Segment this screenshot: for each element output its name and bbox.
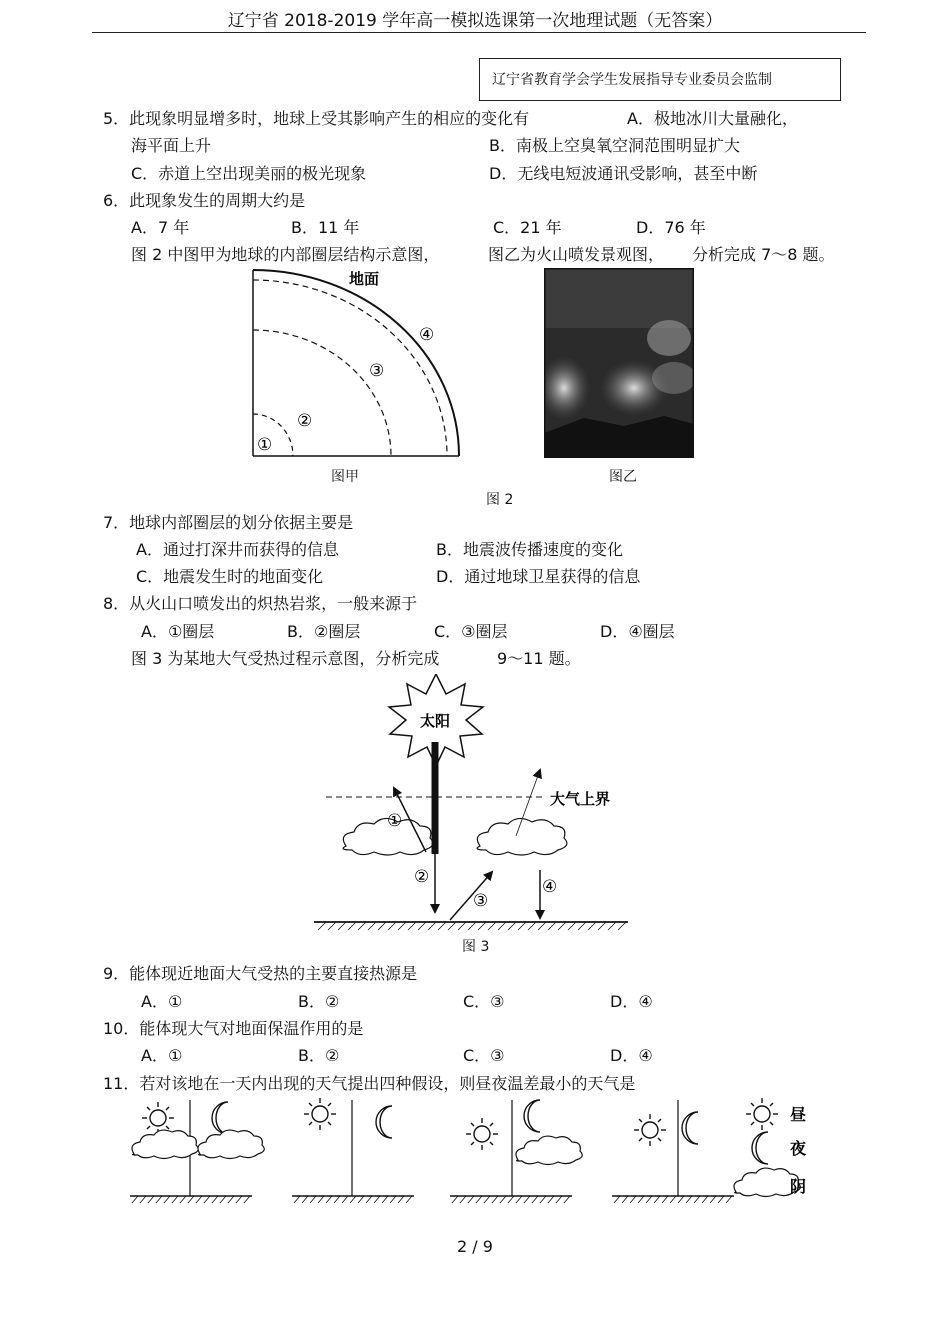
q11-stem: 11．若对该地在一天内出现的天气提出四种假设，则昼夜温差最小的天气是	[103, 1074, 636, 1093]
q9-option-c: C．③	[463, 992, 505, 1011]
supervise-text: 辽宁省教育学会学生发展指导专业委员会监制	[492, 72, 772, 88]
layer-4-label: ④	[419, 325, 435, 345]
layer-3-label: ③	[369, 361, 385, 381]
layer-2-label: ②	[297, 411, 313, 431]
weather-option-4	[612, 1100, 734, 1203]
q8-stem: 8．从火山口喷发出的炽热岩浆，一般来源于	[103, 594, 418, 613]
sun-icon	[466, 1118, 498, 1150]
q7-option-d: D．通过地球卫星获得的信息	[436, 567, 641, 586]
arrow-3-label: ③	[473, 891, 489, 911]
ground-label: 地面	[349, 270, 380, 288]
q10-option-b: B．②	[298, 1046, 340, 1065]
q7-option-a: A．通过打深井而获得的信息	[136, 540, 339, 559]
fig2-caption-yi: 图乙	[609, 469, 637, 485]
fig2-caption: 图 2	[486, 492, 514, 508]
q10-stem: 10．能体现大气对地面保温作用的是	[103, 1019, 364, 1038]
moon-icon	[524, 1100, 540, 1132]
q6-option-b: B．11 年	[291, 218, 360, 237]
q5-stem: 5．此现象明显增多时，地球上受其影响产生的相应的变化有	[103, 109, 530, 128]
weather-option-1	[130, 1100, 264, 1203]
q10-option-a: A．①	[141, 1046, 183, 1065]
q7-option-c: C．地震发生时的地面变化	[136, 567, 324, 586]
sun-label: 太阳	[420, 712, 451, 730]
moon-icon	[682, 1112, 698, 1144]
q10-option-c: C．③	[463, 1046, 505, 1065]
q5-option-b: B．南极上空臭氧空洞范围明显扩大	[489, 136, 740, 155]
volcano-photo	[544, 268, 694, 458]
q6-stem: 6．此现象发生的周期大约是	[103, 191, 306, 210]
legend-cloudy-label: 阴	[790, 1177, 807, 1196]
fig2-caption-jia: 图甲	[331, 469, 359, 485]
q5-option-d: D．无线电短波通讯受影响，甚至中断	[489, 164, 758, 183]
legend-moon-icon	[752, 1132, 768, 1164]
fig3-caption: 图 3	[462, 939, 490, 955]
moon-icon	[212, 1102, 228, 1134]
q7-option-b: B．地震波传播速度的变化	[436, 540, 623, 559]
fig2-intro-2: 图乙为火山喷发景观图，	[488, 245, 665, 264]
cloud-icon	[198, 1130, 264, 1158]
q9-stem: 9．能体现近地面大气受热的主要直接热源是	[103, 964, 418, 983]
q6-option-c: C．21 年	[493, 218, 562, 237]
moon-icon	[376, 1106, 392, 1138]
q8-option-d: D．④圈层	[600, 622, 675, 641]
atmosphere-top-label: 大气上界	[550, 790, 611, 808]
weather-option-2	[292, 1098, 414, 1203]
q7-stem: 7．地球内部圈层的划分依据主要是	[103, 513, 354, 532]
q8-option-b: B．②圈层	[287, 622, 361, 641]
legend-day-label: 昼	[790, 1105, 807, 1124]
arrow-1-label: ①	[387, 811, 403, 831]
arrow-2-label: ②	[414, 867, 430, 887]
legend-night-label: 夜	[790, 1139, 807, 1158]
fig3-intro-1: 图 3 为某地大气受热过程示意图，分析完成	[131, 649, 440, 668]
fig3-intro-2: 9～11 题。	[497, 649, 581, 668]
earth-interior-diagram	[245, 266, 475, 462]
weather-option-3	[450, 1100, 582, 1203]
q6-option-a: A．7 年	[131, 218, 190, 237]
supervise-box	[479, 58, 841, 101]
q5-option-c: C．赤道上空出现美丽的极光现象	[131, 164, 367, 183]
cloud-icon	[132, 1130, 198, 1158]
sun-icon	[142, 1102, 174, 1134]
header-rule	[92, 32, 866, 33]
weather-legend	[734, 1098, 807, 1197]
q10-option-d: D．④	[610, 1046, 653, 1065]
page-number: 2 / 9	[457, 1237, 493, 1256]
atmosphere-heating-diagram	[308, 674, 638, 932]
layer-1-label: ①	[257, 435, 273, 455]
cloud-icon	[516, 1136, 582, 1164]
cloud-right-icon	[477, 818, 567, 855]
page-header-title: 辽宁省 2018-2019 学年高一模拟选课第一次地理试题（无答案）	[227, 11, 723, 31]
fig2-intro-3: 分析完成 7～8 题。	[692, 245, 835, 264]
q6-option-d: D．76 年	[636, 218, 706, 237]
legend-sun-icon	[746, 1098, 778, 1130]
q5-option-a: A．极地冰川大量融化，	[627, 109, 798, 128]
q5-option-a-cont: 海平面上升	[131, 136, 212, 155]
weather-options	[120, 1096, 940, 1206]
fig2-intro-1: 图 2 中图甲为地球的内部圈层结构示意图，	[131, 245, 440, 264]
q9-option-d: D．④	[610, 992, 653, 1011]
q9-option-a: A．①	[141, 992, 183, 1011]
sun-icon	[304, 1098, 336, 1130]
q8-option-a: A．①圈层	[141, 622, 215, 641]
q9-option-b: B．②	[298, 992, 340, 1011]
arrow-4-label: ④	[542, 877, 558, 897]
sun-icon	[634, 1114, 666, 1146]
q8-option-c: C．③圈层	[434, 622, 508, 641]
